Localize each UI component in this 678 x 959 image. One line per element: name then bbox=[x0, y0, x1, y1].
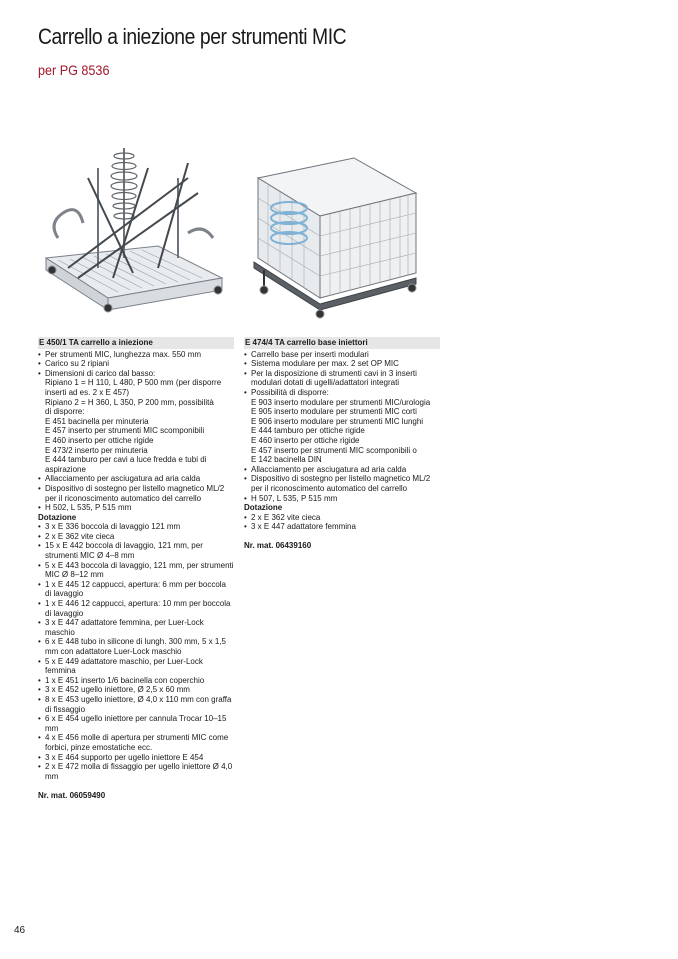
feature-item: • Allacciamento per asciugatura ad aria calda bbox=[244, 465, 440, 475]
detail-line: Ripiano 2 = H 360, L 350, P 200 mm, possibilità bbox=[45, 397, 214, 407]
equipment-item: • 3 x E 464 supporto per ugello iniettore E 454 bbox=[38, 753, 234, 763]
equipment-item: • 1 x E 451 inserto 1/6 bacinella con coperchio bbox=[38, 676, 234, 686]
injector-cart-specs bbox=[38, 337, 234, 801]
equipment-item: • 3 x E 336 boccola di lavaggio 121 mm bbox=[38, 522, 234, 532]
equipment-item: • 3 x E 452 ugello iniettore, Ø 2,5 x 60 mm bbox=[38, 685, 234, 695]
column-heading: E 474/4 TA carrello base iniettori bbox=[244, 337, 440, 349]
feature-item: • Carico su 2 ripiani bbox=[38, 359, 234, 369]
detail-line: E 457 inserto per strumenti MIC scomponibili bbox=[45, 426, 205, 436]
equipment-item: • 1 x E 445 12 cappucci, apertura: 6 mm per boccola di lavaggio bbox=[38, 580, 234, 599]
equipment-item: • 2 x E 472 molla di fissaggio per ugello iniettore Ø 4,0 mm bbox=[38, 762, 234, 781]
feature-item: • Allacciamento per asciugatura ad aria calda bbox=[38, 474, 234, 484]
equipment-item: • 2 x E 362 vite cieca bbox=[244, 513, 440, 523]
equipment-item: • 1 x E 446 12 cappucci, apertura: 10 mm per boccola di lavaggio bbox=[38, 599, 234, 618]
equipment-item: • 4 x E 456 molle di apertura per strumenti MIC come forbici, pinze emostatiche ecc. bbox=[38, 733, 234, 752]
detail-line: E 457 inserto per strumenti MIC scomponibili o bbox=[251, 445, 417, 455]
equipment-item: • 15 x E 442 boccola di lavaggio, 121 mm, per strumenti MIC Ø 4–8 mm bbox=[38, 541, 234, 560]
feature-item: • Per la disposizione di strumenti cavi in 3 inserti modulari dotati di ugelli/adattatori integrati bbox=[244, 369, 440, 388]
equipment-heading: Dotazione bbox=[244, 503, 283, 513]
feature-item: • Sistema modulare per max. 2 set OP MIC bbox=[244, 359, 440, 369]
injector-cart-illustration bbox=[38, 138, 228, 320]
material-number: Nr. mat. 06439160 bbox=[244, 541, 312, 551]
detail-line: Ripiano 1 = H 110, L 480, P 500 mm (per disporre bbox=[45, 378, 222, 388]
page-title: Carrello a iniezione per strumenti MIC bbox=[38, 24, 347, 49]
equipment-item: • 2 x E 362 vite cieca bbox=[38, 532, 234, 542]
equipment-item: • 3 x E 447 adattatore femmina bbox=[244, 522, 440, 532]
detail-line: E 903 inserto modulare per strumenti MIC/urologia bbox=[251, 397, 431, 407]
detail-line: E 473/2 inserto per minuteria bbox=[45, 445, 148, 455]
detail-line: E 142 bacinella DIN bbox=[251, 455, 322, 465]
base-injector-cart-specs bbox=[244, 337, 440, 551]
equipment-item: • 3 x E 447 adattatore femmina, per Luer-Lock maschio bbox=[38, 618, 234, 637]
column-heading: E 450/1 TA carrello a iniezione bbox=[38, 337, 234, 349]
product-photo-injector-cart bbox=[38, 138, 228, 320]
equipment-heading: Dotazione bbox=[38, 512, 77, 522]
feature-item: • Dimensioni di carico dal basso: bbox=[38, 369, 234, 379]
equipment-item: • 6 x E 448 tubo in silicone di lungh. 300 mm, 5 x 1,5 mm con adattatore Luer-Lock maschio bbox=[38, 637, 234, 656]
detail-line: E 905 inserto modulare per strumenti MIC corti bbox=[251, 407, 417, 417]
equipment-item: • 5 x E 449 adattatore maschio, per Luer-Lock femmina bbox=[38, 657, 234, 676]
feature-item: • Possibilità di disporre: bbox=[244, 388, 440, 398]
material-number: Nr. mat. 06059490 bbox=[38, 790, 106, 800]
detail-line: E 906 inserto modulare per strumenti MIC lunghi bbox=[251, 416, 424, 426]
detail-line: E 444 tamburo per cavi a luce fredda e tubi di bbox=[45, 455, 207, 465]
equipment-item: • 8 x E 453 ugello iniettore, Ø 4,0 x 110 mm con graffa di fissaggio bbox=[38, 695, 234, 714]
feature-item: • Dispositivo di sostegno per listello magnetico ML/2 per il riconoscimento automatico del carrello bbox=[38, 484, 234, 503]
base-injector-cart-illustration bbox=[244, 138, 422, 320]
equipment-item: • 6 x E 454 ugello iniettore per cannula Trocar 10–15 mm bbox=[38, 714, 234, 733]
loading-dimensions bbox=[38, 378, 234, 474]
equipment-item: • 5 x E 443 boccola di lavaggio, 121 mm, per strumenti MIC Ø 8–12 mm bbox=[38, 561, 234, 580]
detail-line: inserti ad es. 2 x E 457) bbox=[45, 387, 130, 397]
detail-line: E 460 inserto per ottiche rigide bbox=[45, 435, 154, 445]
detail-line: aspirazione bbox=[45, 464, 86, 474]
detail-line: E 460 inserto per ottiche rigide bbox=[251, 435, 360, 445]
insert-options bbox=[244, 398, 440, 465]
feature-item: • Carrello base per inserti modulari bbox=[244, 350, 440, 360]
detail-line: E 451 bacinella per minuteria bbox=[45, 416, 149, 426]
detail-line: E 444 tamburo per ottiche rigide bbox=[251, 426, 365, 436]
detail-line: di disporre: bbox=[45, 407, 85, 417]
feature-item: • Dispositivo di sostegno per listello magnetico ML/2 per il riconoscimento automatico del carrello bbox=[244, 474, 440, 493]
page-number: 46 bbox=[14, 925, 26, 936]
feature-item: • H 507, L 535, P 515 mm bbox=[244, 494, 440, 504]
page-subtitle: per PG 8536 bbox=[38, 62, 110, 78]
feature-item: • H 502, L 535, P 515 mm bbox=[38, 503, 234, 513]
feature-item: • Per strumenti MIC, lunghezza max. 550 mm bbox=[38, 350, 234, 360]
product-photo-base-injector-cart bbox=[244, 138, 422, 320]
